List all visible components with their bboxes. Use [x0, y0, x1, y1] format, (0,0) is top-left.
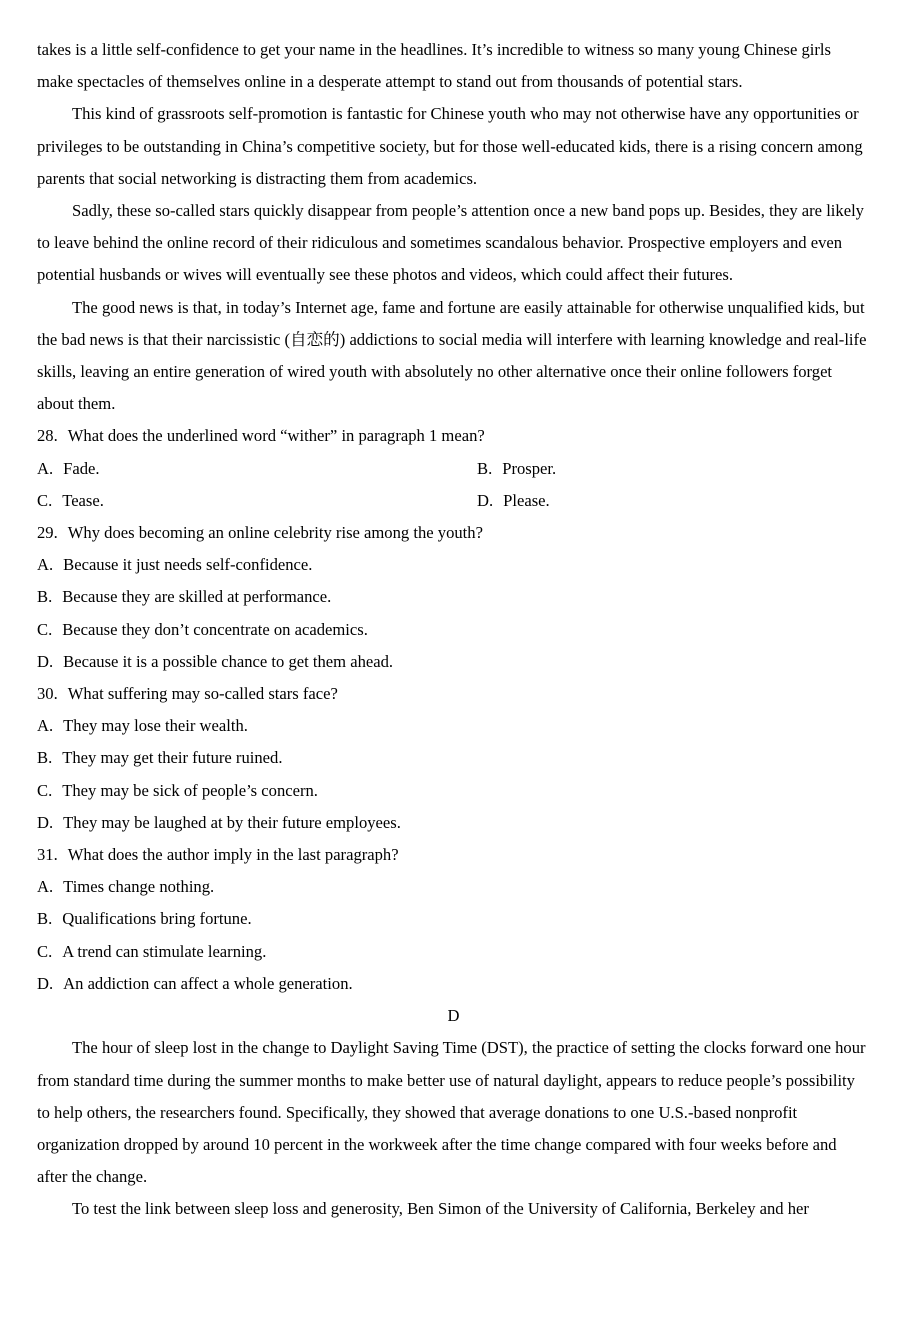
passage-d-section [37, 1000, 870, 1225]
question-28-prompt [37, 420, 870, 452]
option-text: An addiction can affect a whole generation. [63, 973, 353, 993]
option-31-a [37, 871, 870, 903]
option-label: D. [37, 651, 54, 671]
question-number: 29. [37, 523, 58, 543]
passage-paragraph-1: takes is a little self-confidence to get your name in the headlines. It’s incredible to witness so many young Chinese girls make spectacles of themselves online in a desperate attempt to stand out from thousands of potential stars. [37, 40, 832, 92]
option-label: B. [477, 458, 493, 478]
option-label: B. [37, 909, 53, 929]
option-31-c [37, 936, 870, 968]
option-28-c [37, 485, 477, 517]
option-label: A. [37, 716, 54, 736]
passage-c-body [37, 34, 870, 420]
option-30-a [37, 710, 870, 742]
question-30 [37, 678, 870, 839]
question-31-prompt [37, 839, 870, 871]
questions-block [37, 420, 870, 1000]
question-number: 31. [37, 845, 58, 865]
option-label: C. [37, 780, 53, 800]
option-text: Prosper. [502, 458, 557, 478]
question-31 [37, 839, 870, 1000]
question-text: What suffering may so-called stars face? [67, 684, 338, 704]
option-label: A. [37, 555, 54, 575]
question-number: 30. [37, 684, 58, 704]
option-30-d [37, 807, 870, 839]
option-text: They may lose their wealth. [63, 716, 248, 736]
option-28-a [37, 453, 477, 485]
option-29-d [37, 646, 870, 678]
passage-paragraph-2: This kind of grassroots self-promotion is fantastic for Chinese youth who may not otherwise have any opportunities or privileges to be outstanding in China’s competitive society, but for those well-educated kids, there is a rising concern among parents that social networking is distracting them from academics. [37, 104, 863, 188]
option-28-d [477, 485, 870, 517]
option-label: C. [37, 941, 53, 961]
question-28 [37, 420, 870, 517]
passage-d-paragraph-1: The hour of sleep lost in the change to Daylight Saving Time (DST), the practice of setting the clocks forward one hour from standard time during the summer months to make better use of natural daylight, appears to reduce people’s possibility to help others, the researchers found. Specifically, they showed that average donations to one U.S.-based nonprofit organization dropped by around 10 percent in the workweek after the time change compared with four weeks before and after the change. [37, 1038, 866, 1187]
option-label: A. [37, 877, 54, 897]
option-text: They may be laughed at by their future employees. [63, 812, 401, 832]
question-number: 28. [37, 426, 58, 446]
question-29-prompt [37, 517, 870, 549]
question-29 [37, 517, 870, 678]
section-d-heading: D [447, 1006, 460, 1026]
option-31-b [37, 903, 870, 935]
question-30-prompt [37, 678, 870, 710]
question-text: What does the underlined word “wither” in paragraph 1 mean? [67, 426, 485, 446]
option-text: Because they don’t concentrate on academics. [62, 619, 368, 639]
option-text: Because it is a possible chance to get them ahead. [63, 651, 394, 671]
question-text: Why does becoming an online celebrity rise among the youth? [67, 523, 483, 543]
option-text: They may get their future ruined. [62, 748, 283, 768]
option-text: Tease. [62, 490, 104, 510]
option-29-c [37, 614, 870, 646]
option-text: They may be sick of people’s concern. [62, 780, 318, 800]
option-29-b [37, 581, 870, 613]
option-29-a [37, 549, 870, 581]
option-label: D. [37, 973, 54, 993]
option-30-c [37, 775, 870, 807]
option-text: Qualifications bring fortune. [62, 909, 252, 929]
option-label: B. [37, 587, 53, 607]
option-label: C. [37, 619, 53, 639]
passage-paragraph-3: Sadly, these so-called stars quickly disappear from people’s attention once a new band pops up. Besides, they are likely to leave behind the online record of their ridiculous and sometimes scandalous behavior. Prospective employers and even potential husbands or wives will eventually see these photos and videos, which could affect their futures. [37, 201, 864, 285]
option-label: D. [477, 490, 494, 510]
question-28-options [37, 453, 870, 517]
option-30-b [37, 742, 870, 774]
option-label: C. [37, 490, 53, 510]
passage-d-paragraph-2: To test the link between sleep loss and generosity, Ben Simon of the University of California, Berkeley and her [72, 1199, 809, 1219]
option-text: Because they are skilled at performance. [62, 587, 332, 607]
passage-paragraph-4: The good news is that, in today’s Internet age, fame and fortune are easily attainable for otherwise unqualified kids, but the bad news is that their narcissistic (自恋的) addictions to social media will interfere with learning knowledge and real-life skills, leaving an entire generation of wired youth with absolutely no other alternative once their online followers forget about them. [37, 297, 867, 414]
option-text: Fade. [63, 458, 100, 478]
option-text: A trend can stimulate learning. [62, 941, 267, 961]
option-31-d [37, 968, 870, 1000]
option-label: A. [37, 458, 54, 478]
option-label: D. [37, 812, 54, 832]
option-text: Times change nothing. [63, 877, 215, 897]
option-28-b [477, 453, 870, 485]
option-text: Because it just needs self-confidence. [63, 555, 313, 575]
option-label: B. [37, 748, 53, 768]
option-text: Please. [503, 490, 550, 510]
question-text: What does the author imply in the last paragraph? [67, 845, 399, 865]
